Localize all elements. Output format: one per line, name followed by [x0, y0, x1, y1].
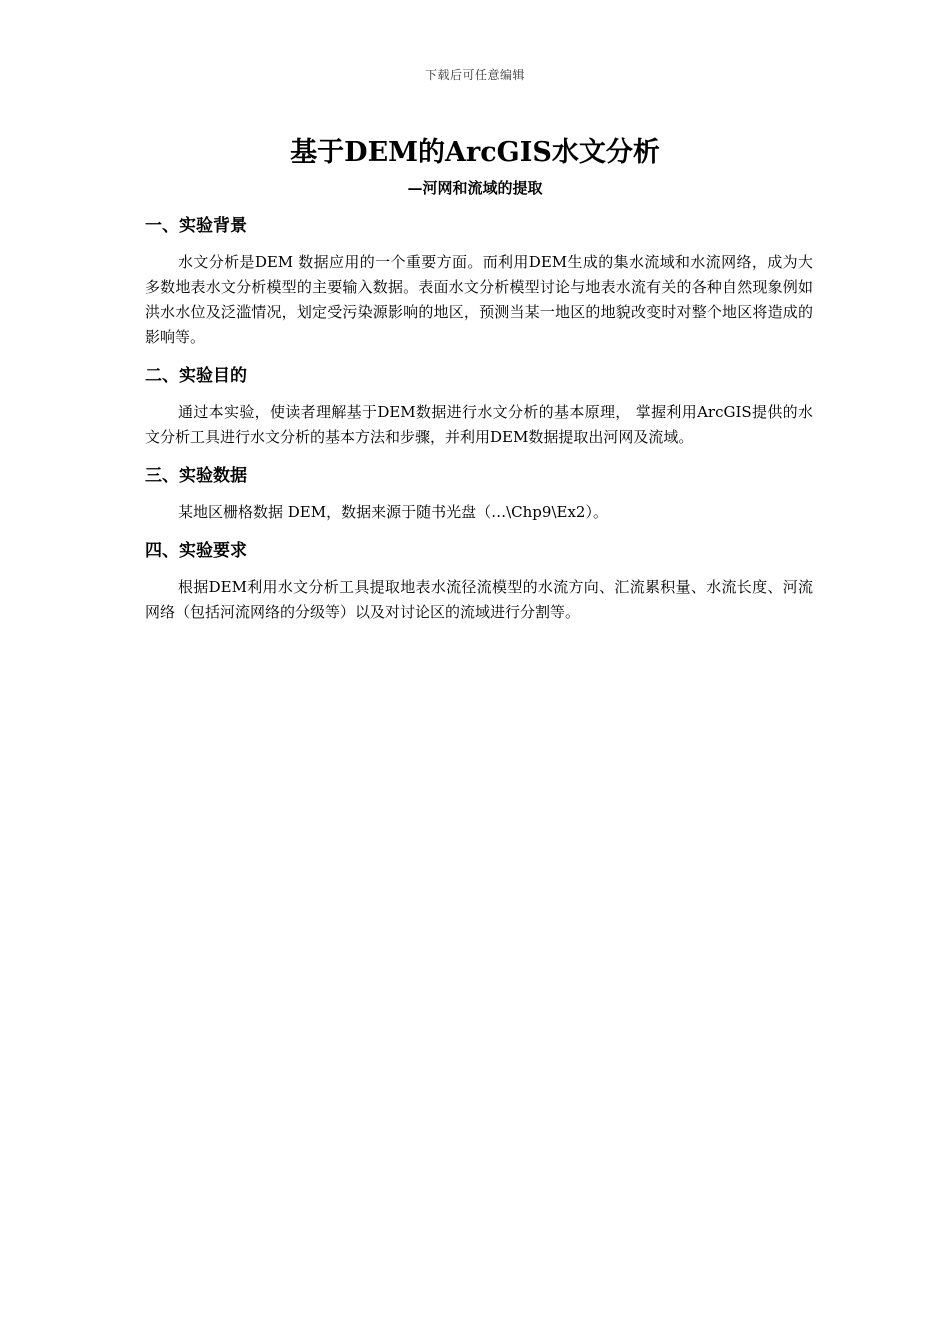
section-paragraph: 根据DEM利用水文分析工具提取地表水流径流模型的水流方向、汇流累积量、水流长度、河流网络（包括河流网络的分级等）以及对讨论区的流域进行分割等。 — [145, 578, 813, 621]
section-paragraph: 通过本实验，使读者理解基于DEM数据进行水文分析的基本原理， 掌握利用ArcGIS提供的水文分析工具进行水文分析的基本方法和步骤，并利用DEM数据提取出河网及流域。 — [145, 403, 813, 446]
section-paragraph: 水文分析是DEM 数据应用的一个重要方面。而利用DEM生成的集水流域和水流网络，成为大多数地表水文分析模型的主要输入数据。表面水文分析模型讨论与地表水流有关的各种自然现象例如洪水水位及泛滥情况，划定受污染源影响的地区，预测当某一地区的地貌改变时对整个地区将造成的影响等。 — [145, 253, 813, 346]
section-paragraph: 某地区栅格数据 DEM，数据来源于随书光盘（…\Chp9\Ex2）。 — [178, 503, 608, 521]
header-note: 下载后可任意编辑 — [424, 68, 525, 82]
section-requirements — [145, 537, 813, 625]
document-subtitle: —河网和流域的提取 — [407, 179, 543, 197]
section-background — [145, 212, 813, 350]
section-heading: 三、实验数据 — [145, 466, 247, 486]
section-purpose — [145, 362, 813, 450]
section-heading: 二、实验目的 — [145, 366, 247, 386]
document-body — [145, 212, 813, 637]
section-heading: 一、实验背景 — [145, 216, 247, 236]
section-data — [145, 462, 813, 525]
section-heading: 四、实验要求 — [145, 541, 247, 561]
document-title: 基于DEM的ArcGIS水文分析 — [290, 137, 660, 168]
